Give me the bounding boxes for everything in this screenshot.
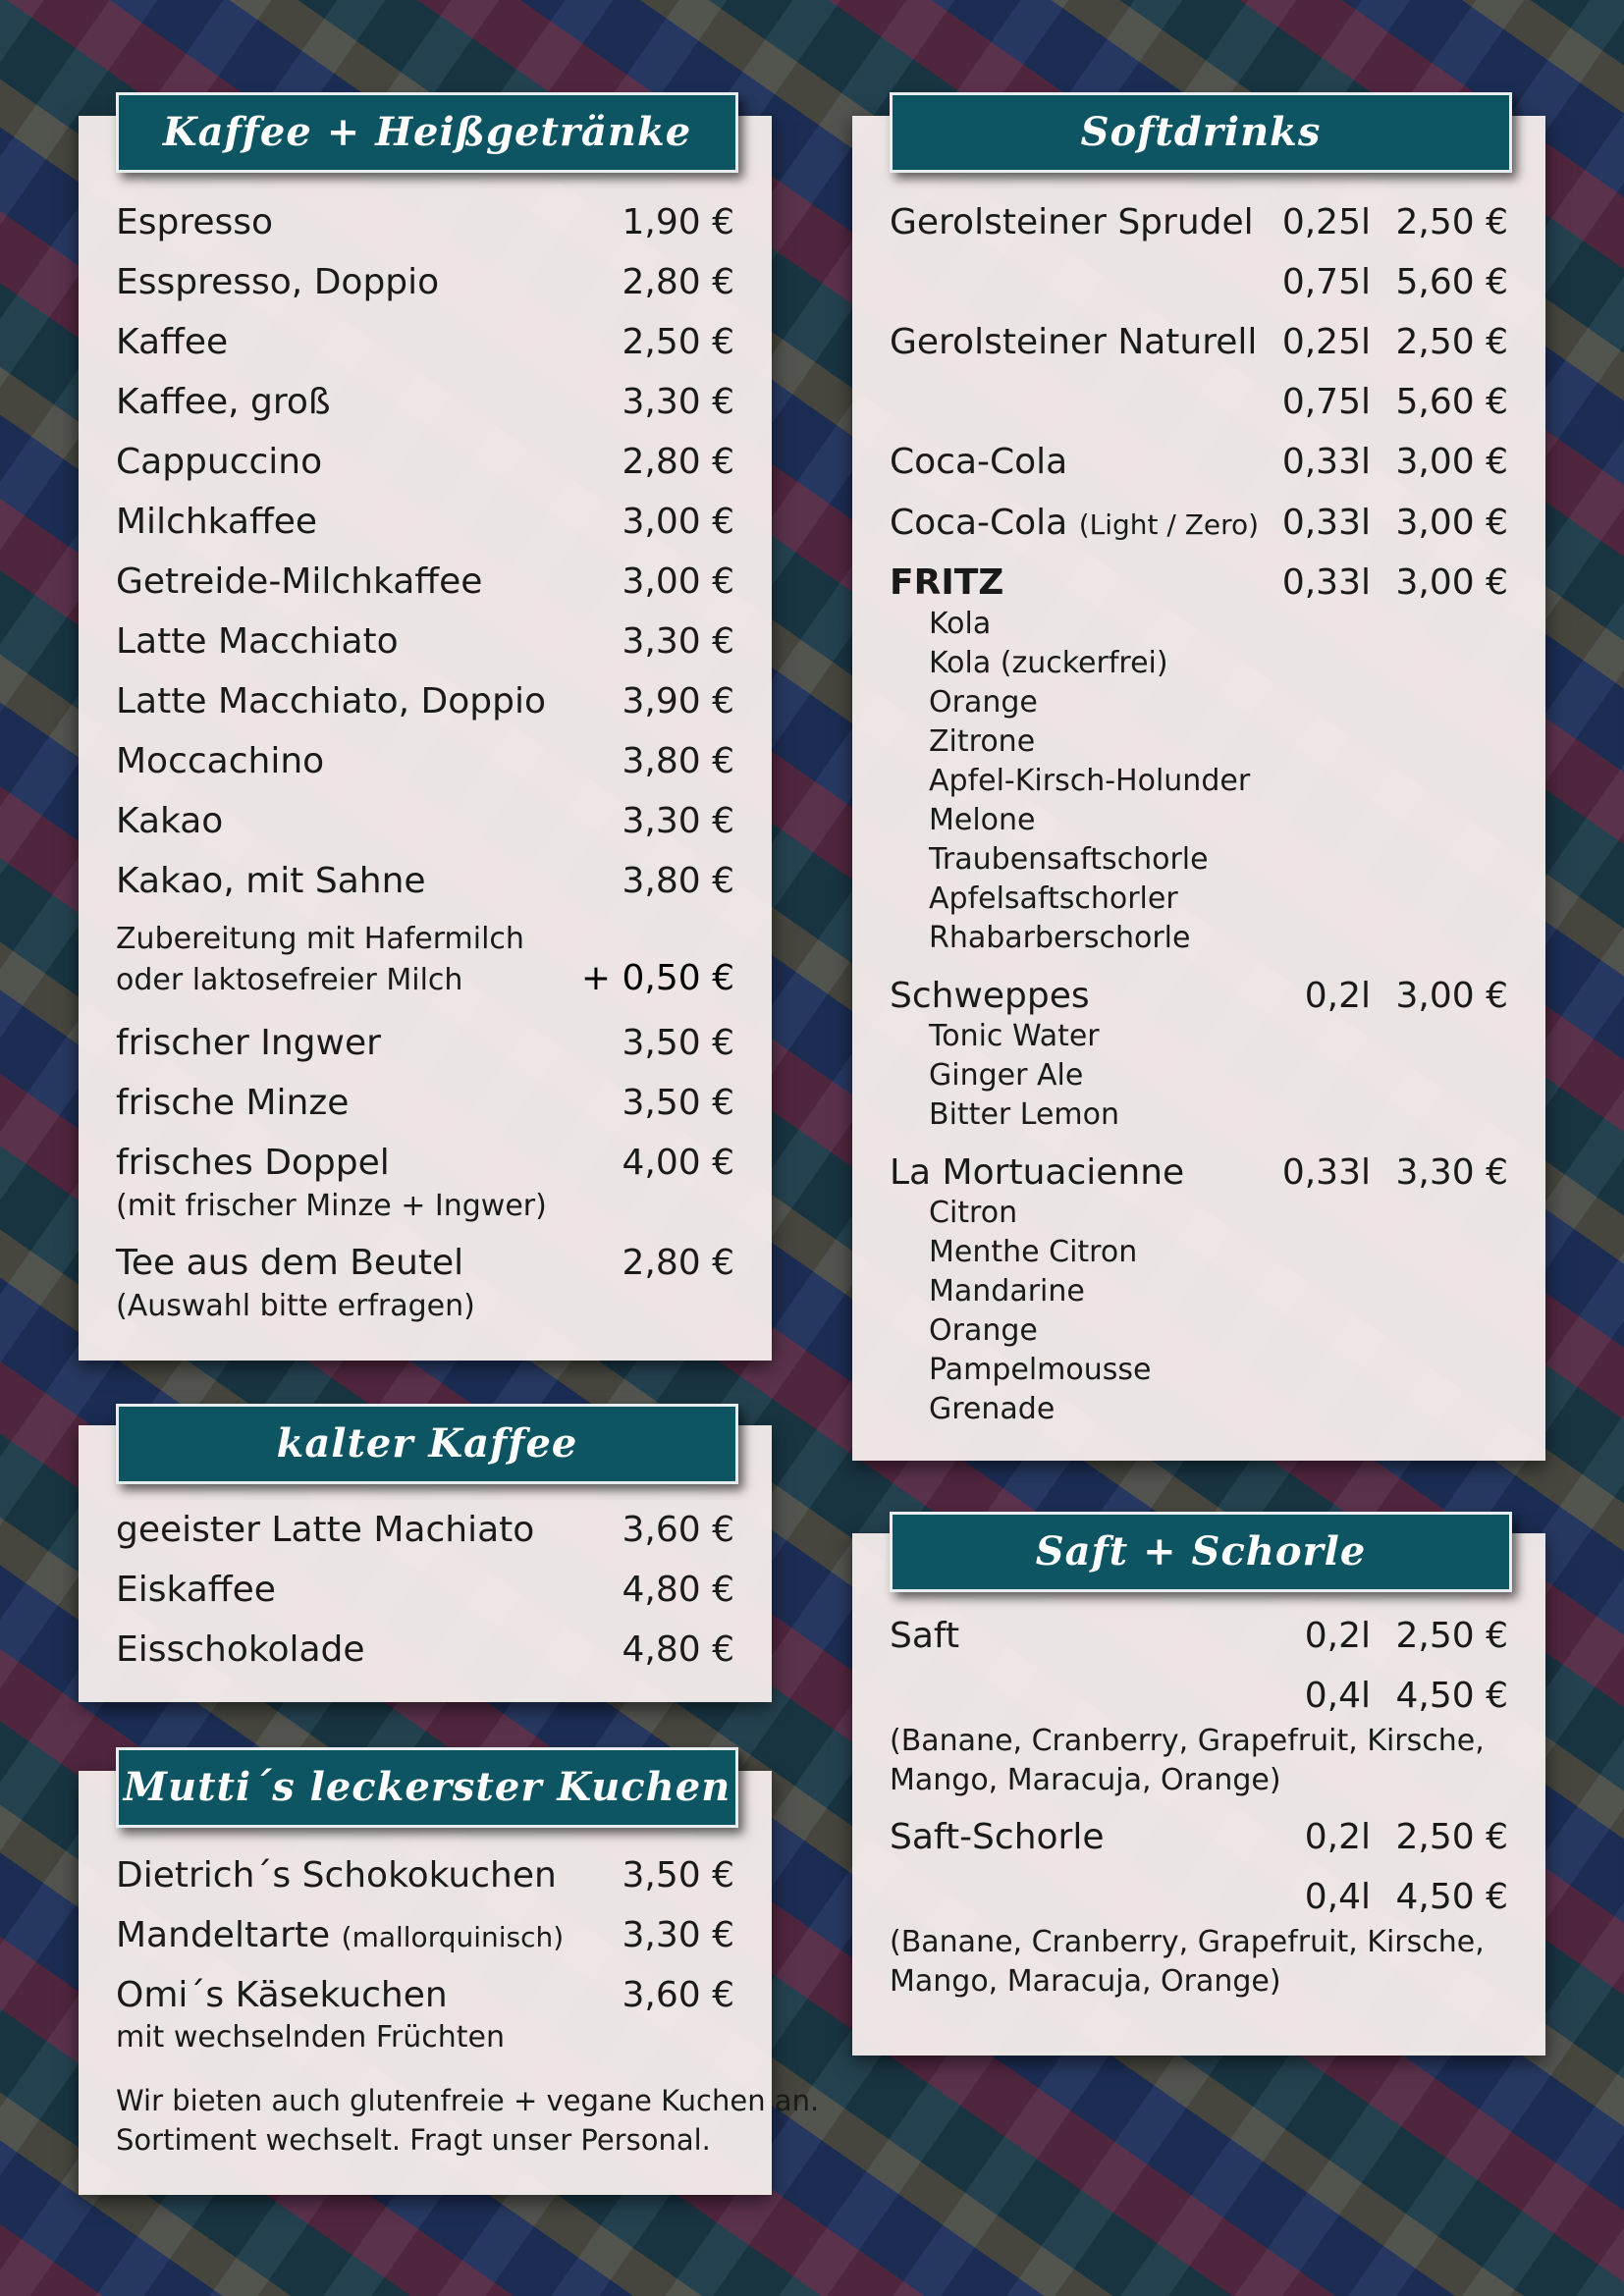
item-volume: 0,25l <box>1281 202 1371 242</box>
item-name: Getreide-Milchkaffee <box>116 561 483 602</box>
item-volume: 0,75l <box>1281 262 1371 302</box>
item-name: Espresso <box>116 202 274 242</box>
menu-row <box>116 1073 734 1133</box>
flavor-item: Ginger Ale <box>929 1058 1084 1093</box>
cold-coffee-list <box>116 1500 734 1686</box>
item-price: 3,30 € <box>622 801 734 841</box>
item-price: 3,30 € <box>622 382 734 422</box>
item-name: Gerolsteiner Naturell <box>890 322 1258 362</box>
schorle-price-large: 4,50 € <box>1395 1877 1508 1917</box>
menu-row <box>116 192 734 252</box>
fritz-volume: 0,33l <box>1281 562 1371 603</box>
flavor-item: Pampelmousse <box>929 1353 1152 1387</box>
item-name: Kaffee <box>116 322 229 362</box>
item-price: 5,60 € <box>1395 262 1508 302</box>
oat-milk-option <box>116 919 734 1007</box>
item-price: 2,80 € <box>622 442 734 482</box>
coca-cola-light-zero-name <box>890 493 1259 555</box>
saft-name: Saft <box>890 1616 960 1656</box>
hot-drinks-list <box>116 192 734 1321</box>
menu-row <box>116 312 734 372</box>
hot-drinks-rows-extra <box>116 1013 734 1133</box>
menu-row <box>116 612 734 671</box>
hot-drinks-rows <box>116 192 734 914</box>
menu-row <box>890 192 1508 252</box>
item-name-main: Dietrich´s Schokokuchen <box>116 1855 557 1896</box>
menu-row <box>116 1500 734 1560</box>
item-price: 4,80 € <box>622 1629 734 1670</box>
tea-note: (Auswahl bitte erfragen) <box>116 1289 475 1323</box>
item-price: 5,60 € <box>1395 382 1508 422</box>
juice-list <box>890 1606 1508 2038</box>
menu-row <box>116 1965 734 2025</box>
item-name: Cappuccino <box>116 442 323 482</box>
menu-row <box>890 372 1508 432</box>
item-price: 3,60 € <box>622 1510 734 1550</box>
fritz-price: 3,00 € <box>1395 562 1508 603</box>
schweppes-name: Schweppes <box>890 976 1090 1016</box>
item-price: 4,80 € <box>622 1570 734 1610</box>
coca-cola-light-zero-price: 3,00 € <box>1395 503 1508 543</box>
menu-row <box>116 1905 734 1965</box>
schorle-volume-large: 0,4l <box>1304 1877 1371 1917</box>
flavor-item: Melone <box>929 803 1036 837</box>
item-name: Kaffee, groß <box>116 382 331 422</box>
flavor-item: Mandarine <box>929 1274 1085 1308</box>
item-volume: 0,33l <box>1281 442 1371 482</box>
item-name: Kakao <box>116 801 224 841</box>
item-name: Latte Macchiato <box>116 621 399 662</box>
tea-row <box>116 1233 734 1293</box>
menu-row <box>116 1013 734 1073</box>
cold-coffee-header: kalter Kaffee <box>116 1404 738 1484</box>
saft-volume-small: 0,2l <box>1304 1616 1371 1656</box>
cake-rows <box>116 1845 734 2028</box>
item-price: 2,80 € <box>622 262 734 302</box>
item-name <box>116 1845 557 1907</box>
item-volume: 0,25l <box>1281 322 1371 362</box>
tea-price: 2,80 € <box>622 1243 734 1283</box>
menu-row <box>890 432 1508 492</box>
menu-row <box>116 791 734 851</box>
item-price: 3,50 € <box>622 1023 734 1063</box>
fresh-double-note: (mit frischer Minze + Ingwer) <box>116 1189 547 1223</box>
fresh-double-name: frisches Doppel <box>116 1143 390 1183</box>
flavor-item: Menthe Citron <box>929 1235 1138 1269</box>
hot-drinks-header: Kaffee + Heißgetränke <box>116 92 738 173</box>
flavor-item: Citron <box>929 1196 1018 1230</box>
cake-list <box>116 1845 820 2179</box>
item-price: 3,00 € <box>622 561 734 602</box>
cake-note-line1: Wir bieten auch glutenfreie + vegane Kuchen an. <box>116 2084 820 2117</box>
fresh-double-row <box>116 1133 734 1193</box>
flavor-item: Apfelsaftschorler <box>929 881 1178 916</box>
oat-milk-price: + 0,50 € <box>580 958 734 998</box>
item-volume: 0,75l <box>1281 382 1371 422</box>
item-price: 1,90 € <box>622 202 734 242</box>
cake-note-line2: Sortiment wechselt. Fragt unser Personal. <box>116 2123 711 2157</box>
menu-row <box>890 252 1508 312</box>
item-name: Eiskaffee <box>116 1570 276 1610</box>
cheesecake-note: mit wechselnden Früchten <box>116 2020 506 2055</box>
flavor-item: Bitter Lemon <box>929 1097 1120 1132</box>
item-price: 3,50 € <box>622 1855 734 1896</box>
saft-price-small: 2,50 € <box>1395 1616 1508 1656</box>
softdrinks-header: Softdrinks <box>890 92 1512 173</box>
mortuacienne-volume: 0,33l <box>1281 1152 1371 1193</box>
schorle-note-line1: (Banane, Cranberry, Grapefruit, Kirsche, <box>890 1925 1485 1959</box>
fritz-name: FRITZ <box>890 562 1004 603</box>
menu-row <box>116 1620 734 1680</box>
mortuacienne-flavors <box>929 1194 1152 1429</box>
schorle-row <box>890 1807 1508 1867</box>
flavor-item: Kola <box>929 607 992 641</box>
item-price: 3,30 € <box>622 621 734 662</box>
item-price: 3,90 € <box>622 681 734 721</box>
flavor-item: Apfel-Kirsch-Holunder <box>929 764 1251 798</box>
schweppes-price: 3,00 € <box>1395 976 1508 1016</box>
menu-row <box>116 492 734 552</box>
schweppes-volume: 0,2l <box>1304 976 1371 1016</box>
oat-milk-label-line1: Zubereitung mit Hafermilch <box>116 922 524 956</box>
item-price: 3,80 € <box>622 861 734 901</box>
fritz-row <box>890 553 1508 613</box>
schorle-large-row <box>890 1867 1508 1927</box>
menu-row <box>116 1560 734 1620</box>
saft-price-large: 4,50 € <box>1395 1676 1508 1716</box>
flavor-item: Rhabarberschorle <box>929 921 1191 955</box>
item-name: Eisschokolade <box>116 1629 365 1670</box>
menu-row <box>890 312 1508 372</box>
item-name: geeister Latte Machiato <box>116 1510 535 1550</box>
mortuacienne-price: 3,30 € <box>1395 1152 1508 1193</box>
flavor-item: Orange <box>929 685 1038 720</box>
menu-row <box>116 432 734 492</box>
item-name: Moccachino <box>116 741 325 781</box>
item-name-main: Omi´s Käsekuchen <box>116 1975 448 2015</box>
fresh-double-price: 4,00 € <box>622 1143 734 1183</box>
item-price: 2,50 € <box>622 322 734 362</box>
item-name: Kakao, mit Sahne <box>116 861 426 901</box>
flavor-item: Kola (zuckerfrei) <box>929 646 1168 680</box>
schorle-note-line2: Mango, Maracuja, Orange) <box>890 1964 1281 1999</box>
coca-cola-light-zero-row <box>890 493 1508 553</box>
menu-row <box>116 1845 734 1905</box>
item-price: 3,80 € <box>622 741 734 781</box>
menu-row <box>116 372 734 432</box>
item-price: 3,60 € <box>622 1975 734 2015</box>
item-price: 2,50 € <box>1395 202 1508 242</box>
coca-cola-light-zero-volume: 0,33l <box>1281 503 1371 543</box>
flavor-item: Orange <box>929 1313 1038 1348</box>
item-name-main: Mandeltarte <box>116 1915 331 1955</box>
item-name: Latte Macchiato, Doppio <box>116 681 547 721</box>
menu-row <box>116 671 734 731</box>
item-price: 3,50 € <box>622 1083 734 1123</box>
flavor-item: Grenade <box>929 1392 1056 1426</box>
menu-row <box>116 731 734 791</box>
menu-row <box>116 252 734 312</box>
softdrinks-rows <box>890 192 1508 493</box>
flavor-item: Zitrone <box>929 724 1036 759</box>
fritz-flavors <box>929 605 1250 958</box>
schorle-name: Saft-Schorle <box>890 1817 1105 1857</box>
schorle-price-small: 2,50 € <box>1395 1817 1508 1857</box>
item-price: 3,00 € <box>622 502 734 542</box>
softdrinks-list <box>890 192 1508 1439</box>
coca-cola-variants: (Light / Zero) <box>1078 508 1260 541</box>
item-price: 3,30 € <box>622 1915 734 1955</box>
item-name <box>116 1905 564 1967</box>
item-name-extra: (mallorquinisch) <box>341 1921 565 1953</box>
coca-cola-name: Coca-Cola <box>890 503 1068 543</box>
item-price: 2,50 € <box>1395 322 1508 362</box>
item-name: frischer Ingwer <box>116 1023 381 1063</box>
menu-row <box>116 552 734 612</box>
tea-name: Tee aus dem Beutel <box>116 1243 464 1283</box>
juice-header: Saft + Schorle <box>890 1512 1512 1592</box>
item-name: frische Minze <box>116 1083 350 1123</box>
mortuacienne-name: La Mortuacienne <box>890 1152 1185 1193</box>
item-name: Coca-Cola <box>890 442 1068 482</box>
flavor-item: Traubensaftschorle <box>929 842 1209 877</box>
item-price: 3,00 € <box>1395 442 1508 482</box>
oat-milk-label-line2: oder laktosefreier Milch <box>116 963 463 997</box>
item-name: Gerolsteiner Sprudel <box>890 202 1254 242</box>
saft-note-line2: Mango, Maracuja, Orange) <box>890 1763 1281 1797</box>
saft-large-row <box>890 1666 1508 1726</box>
menu-row <box>116 851 734 911</box>
saft-row <box>890 1606 1508 1666</box>
item-name: Esspresso, Doppio <box>116 262 440 302</box>
flavor-item: Tonic Water <box>929 1019 1100 1053</box>
schorle-volume-small: 0,2l <box>1304 1817 1371 1857</box>
schweppes-flavors <box>929 1017 1119 1135</box>
saft-volume-large: 0,4l <box>1304 1676 1371 1716</box>
saft-note-line1: (Banane, Cranberry, Grapefruit, Kirsche, <box>890 1724 1485 1758</box>
cake-header: Mutti´s leckerster Kuchen <box>116 1747 738 1828</box>
item-name: Milchkaffee <box>116 502 318 542</box>
